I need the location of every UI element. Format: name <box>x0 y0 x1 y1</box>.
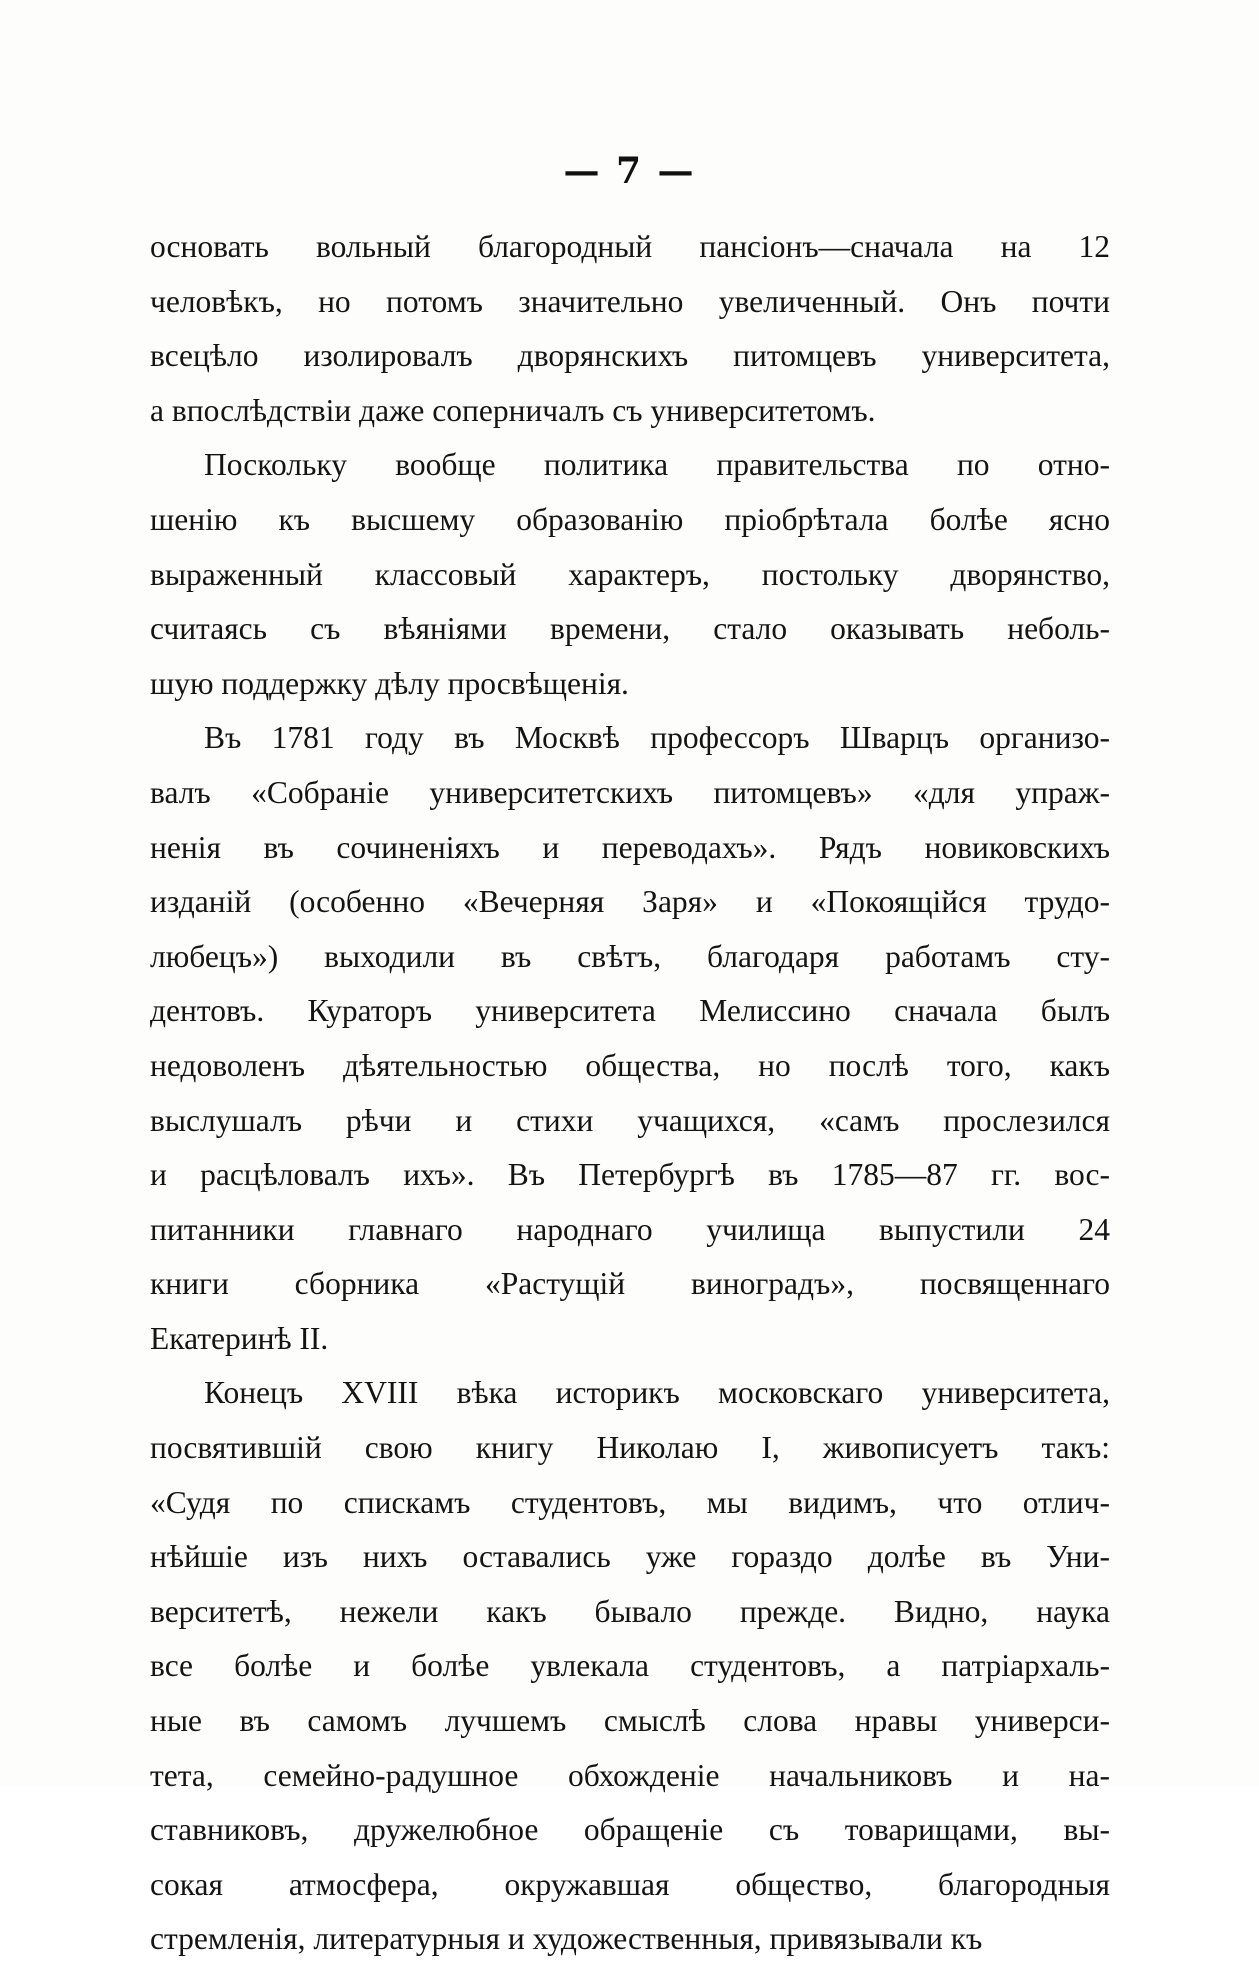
page-number: — 7 — <box>563 150 696 192</box>
text-line: «Судя по спискамъ студентовъ, мы видимъ, что отлич- <box>150 1484 1110 1520</box>
body-text <box>150 220 1110 1967</box>
text-line: дентовъ. Кураторъ университета Мелиссино сначала былъ <box>150 993 1110 1029</box>
text-line: недоволенъ дѣятельностью общества, но послѣ того, какъ <box>150 1047 1110 1083</box>
text-line: стремленія, литературныя и художественныя, привязывали къ <box>150 1921 983 1957</box>
text-line: и расцѣловалъ ихъ». Въ Петербургѣ въ 1785—87 гг. вос- <box>150 1157 1110 1193</box>
paragraph <box>150 1366 1110 1967</box>
text-line: посвятившій свою книгу Николаю I, живописуетъ такъ: <box>150 1430 1110 1466</box>
text-line: тета, семейно-радушное обхожденіе начальниковъ и на- <box>150 1757 1110 1793</box>
text-line: выраженный классовый характеръ, постольку дворянство, <box>150 556 1110 592</box>
text-line: а впослѣдствіи даже соперничалъ съ университетомъ. <box>150 392 876 428</box>
text-line: ненія въ сочиненіяхъ и переводахъ». Рядъ новиковскихъ <box>150 829 1110 865</box>
text-line: изданій (особенно «Вечерняя Заря» и «Покоящійся трудо- <box>150 884 1110 920</box>
text-line: Конецъ XVIII вѣка историкъ московскаго университета, <box>204 1375 1110 1411</box>
text-line: Поскольку вообще политика правительства по отно- <box>204 447 1110 483</box>
text-line: считаясь съ вѣяніями времени, стало оказывать неболь- <box>150 611 1110 647</box>
text-line: верситетѣ, нежели какъ бывало прежде. Видно, наука <box>150 1593 1110 1629</box>
paragraph <box>150 711 1110 1366</box>
paragraph <box>150 220 1110 438</box>
text-line: всецѣло изолировалъ дворянскихъ питомцевъ университета, <box>150 338 1110 374</box>
text-line: все болѣе и болѣе увлекала студентовъ, а патріархаль- <box>150 1648 1110 1684</box>
text-line: Въ 1781 году въ Москвѣ профессоръ Шварцъ организо- <box>204 720 1110 756</box>
text-line: питанники главнаго народнаго училища выпустили 24 <box>150 1211 1110 1247</box>
text-line: любецъ») выходили въ свѣтъ, благодаря работамъ сту- <box>150 938 1110 974</box>
text-line: человѣкъ, но потомъ значительно увеличенный. Онъ почти <box>150 283 1110 319</box>
text-line: основать вольный благородный пансіонъ—сначала на 12 <box>150 229 1110 264</box>
text-line: сокая атмосфера, окружавшая общество, благородныя <box>150 1866 1110 1902</box>
text-line: книги сборника «Растущій виноградъ», посвященнаго <box>150 1266 1110 1302</box>
text-line: шую поддержку дѣлу просвѣщенія. <box>150 665 629 701</box>
text-line: выслушалъ рѣчи и стихи учащихся, «самъ прослезился <box>150 1102 1110 1138</box>
paragraph <box>150 438 1110 711</box>
text-line: нѣйшіе изъ нихъ оставались уже гораздо долѣе въ Уни- <box>150 1539 1110 1575</box>
text-line: валъ «Собраніе университетскихъ питомцевъ» «для упраж- <box>150 774 1110 810</box>
text-line: Екатеринѣ II. <box>150 1320 329 1356</box>
text-line: ставниковъ, дружелюбное обращеніе съ товарищами, вы- <box>150 1812 1110 1848</box>
text-line: ные въ самомъ лучшемъ смыслѣ слова нравы универси- <box>150 1703 1110 1739</box>
text-line: шенію къ высшему образованію пріобрѣтала болѣе ясно <box>150 501 1110 537</box>
